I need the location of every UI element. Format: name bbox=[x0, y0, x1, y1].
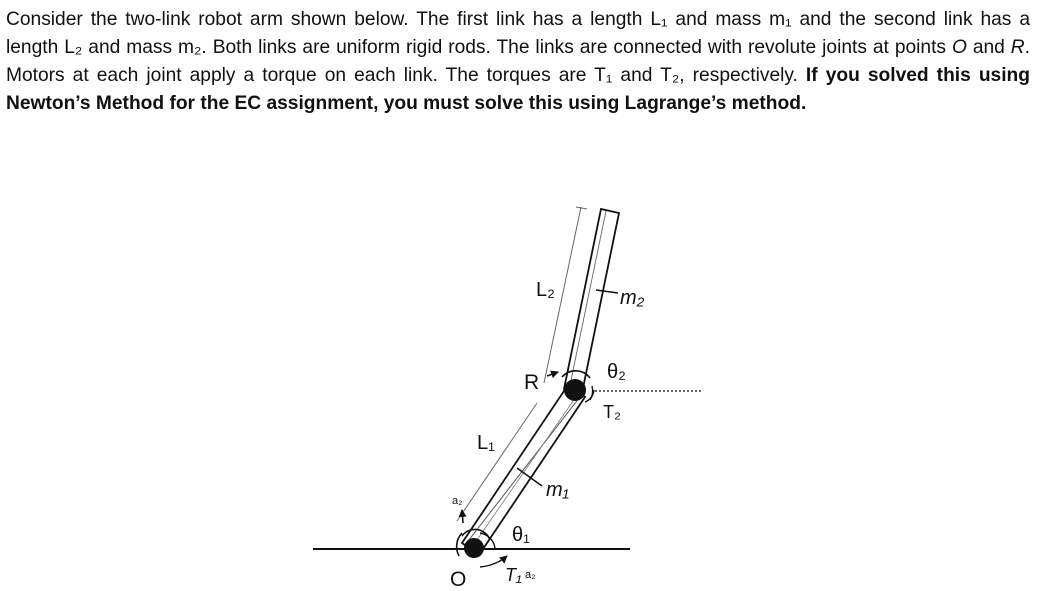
label-m2: m₂ bbox=[620, 287, 645, 309]
label-r: R bbox=[524, 371, 540, 394]
problem-text-1: Consider the two-link robot arm shown below. The first link has a length L₁ and mass m₁ and the second link has a length L₂ and mass m₂. Both links are uniform rigid rods. The links are connected with revolute joints at points bbox=[6, 9, 1030, 58]
label-l2: L₂ bbox=[536, 279, 555, 301]
point-r-ref: R bbox=[1010, 37, 1025, 58]
point-o-ref: O bbox=[951, 37, 967, 58]
problem-text-2: and bbox=[966, 37, 1011, 58]
label-l1: L₁ bbox=[477, 432, 495, 454]
label-a-bottom: a₂ bbox=[525, 569, 536, 581]
label-m1: m₁ bbox=[546, 479, 569, 501]
label-theta2: θ₂ bbox=[607, 361, 626, 383]
problem-emphasis: If you solved this using Newton’s Method for the EC assignment, you must solve this using Lagrange’s method. bbox=[6, 65, 1030, 114]
label-t2: T₂ bbox=[603, 402, 621, 422]
label-o: O bbox=[450, 568, 467, 591]
problem-text-3: . Motors at each joint apply a torque on each link. The torques are T₁ and T₂, respectively. bbox=[6, 37, 1030, 86]
label-theta1: θ₁ bbox=[512, 524, 530, 546]
label-a-left: a₂ bbox=[452, 495, 463, 507]
label-t1: T₁ bbox=[505, 565, 522, 585]
a-left-arrow bbox=[462, 510, 463, 523]
